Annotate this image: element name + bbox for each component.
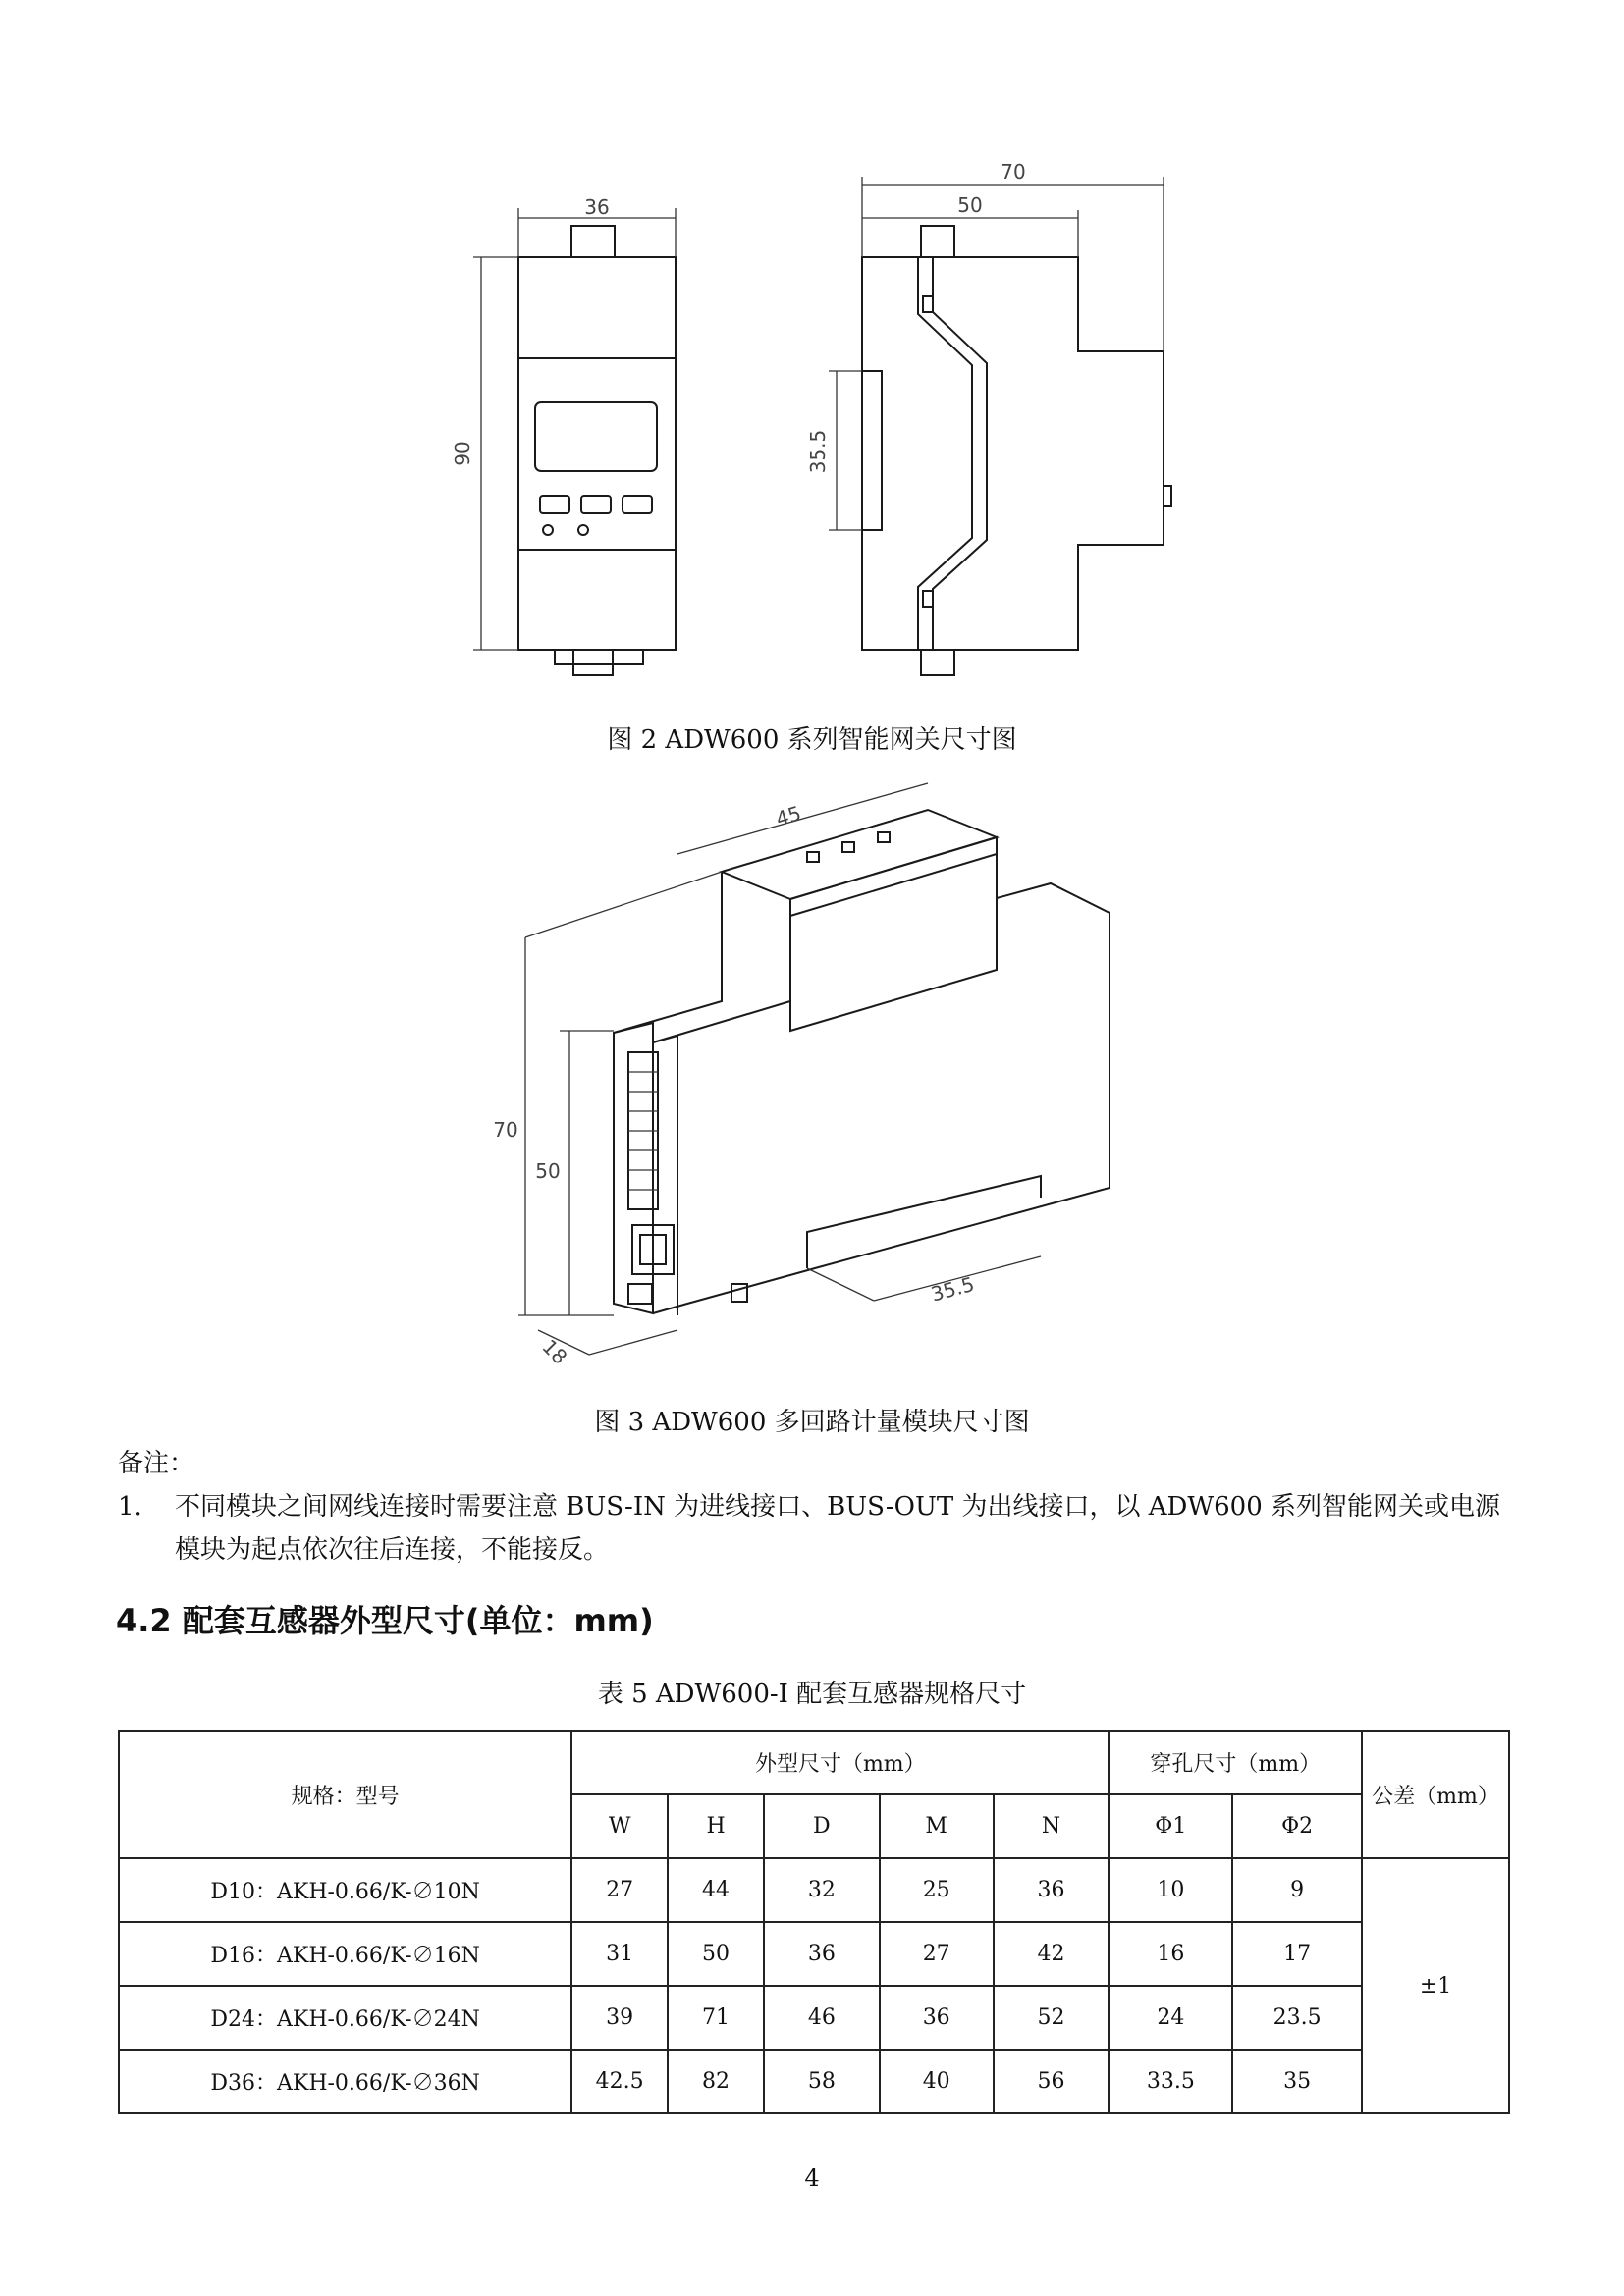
cell-n: 52 [994,1986,1110,2050]
cell-h: 71 [668,1986,764,2050]
fig2-dim-90: 90 [451,441,474,466]
fig3-dim-45: 45 [773,801,804,831]
figure2-caption: 图 2 ADW600 系列智能网关尺寸图 [607,725,1017,755]
header-phi2: Φ2 [1232,1794,1362,1858]
fig2-dim-70: 70 [1001,160,1026,184]
header-phi1: Φ1 [1109,1794,1232,1858]
cell-w: 31 [571,1922,668,1986]
fig3-dim-50: 50 [535,1159,561,1183]
table-row [119,1986,1509,2050]
fig3-dim-70: 70 [493,1118,518,1142]
gateway-side-view [862,226,1171,675]
cell-n: 42 [994,1922,1110,1986]
cell-h: 82 [668,2050,764,2113]
page-number: 4 [804,2164,820,2192]
cell-phi2: 35 [1232,2050,1362,2113]
header-m: M [880,1794,994,1858]
cell-tolerance: ±1 [1362,1858,1509,2113]
fig3-dim-18: 18 [537,1334,572,1369]
cell-phi2: 23.5 [1232,1986,1362,2050]
table-row [119,1858,1509,1922]
gateway-front-view [518,226,676,675]
cell-phi1: 24 [1109,1986,1232,2050]
header-outer-size: 外型尺寸（mm） [571,1731,1109,1794]
cell-m: 36 [880,1986,994,2050]
header-model: 规格：型号 [119,1731,571,1858]
transformer-spec-table [118,1730,1510,2114]
cell-m: 27 [880,1922,994,1986]
cell-n: 56 [994,2050,1110,2113]
fig2-dim-50: 50 [957,193,983,217]
note-number: 1. [118,1492,142,1522]
cell-d: 36 [764,1922,880,1986]
module-isometric-view [614,810,1110,1315]
cell-model: D16：AKH-0.66/K-∅16N [119,1922,571,1986]
cell-phi2: 17 [1232,1922,1362,1986]
cell-h: 44 [668,1858,764,1922]
header-n: N [994,1794,1110,1858]
cell-model: D24：AKH-0.66/K-∅24N [119,1986,571,2050]
section-heading: 4.2 配套互感器外型尺寸(单位：mm) [116,1602,654,1639]
cell-d: 32 [764,1858,880,1922]
cell-m: 25 [880,1858,994,1922]
header-d: D [764,1794,880,1858]
header-w: W [571,1794,668,1858]
notes-title: 备注： [118,1449,195,1478]
cell-model: D10：AKH-0.66/K-∅10N [119,1858,571,1922]
cell-h: 50 [668,1922,764,1986]
fig2-dim-35-5: 35.5 [806,429,830,474]
cell-phi1: 16 [1109,1922,1232,1986]
table-caption: 表 5 ADW600-I 配套互感器规格尺寸 [597,1680,1027,1709]
cell-phi2: 9 [1232,1858,1362,1922]
cell-phi1: 10 [1109,1858,1232,1922]
header-hole-size: 穿孔尺寸（mm） [1109,1731,1362,1794]
cell-model: D36：AKH-0.66/K-∅36N [119,2050,571,2113]
header-h: H [668,1794,764,1858]
cell-d: 46 [764,1986,880,2050]
table-row [119,1922,1509,1986]
header-tolerance: 公差（mm） [1362,1731,1509,1858]
cell-w: 39 [571,1986,668,2050]
figure2-drawing [0,0,1624,726]
table-row [119,2050,1509,2113]
cell-m: 40 [880,2050,994,2113]
cell-n: 36 [994,1858,1110,1922]
figure3-caption: 图 3 ADW600 多回路计量模块尺寸图 [594,1408,1030,1437]
cell-phi1: 33.5 [1109,2050,1232,2113]
figure3-drawing [0,766,1624,1394]
fig3-dim-35-5: 35.5 [928,1271,977,1307]
fig2-dim-36: 36 [584,195,610,219]
cell-w: 42.5 [571,2050,668,2113]
cell-d: 58 [764,2050,880,2113]
cell-w: 27 [571,1858,668,1922]
table-header-row [119,1731,1509,1794]
note-text: 不同模块之间网线连接时需要注意 BUS-IN 为进线接口、BUS-OUT 为出线接口，以 ADW600 系列智能网关或电源模块为起点依次往后连接，不能接反。 [175,1492,1501,1565]
